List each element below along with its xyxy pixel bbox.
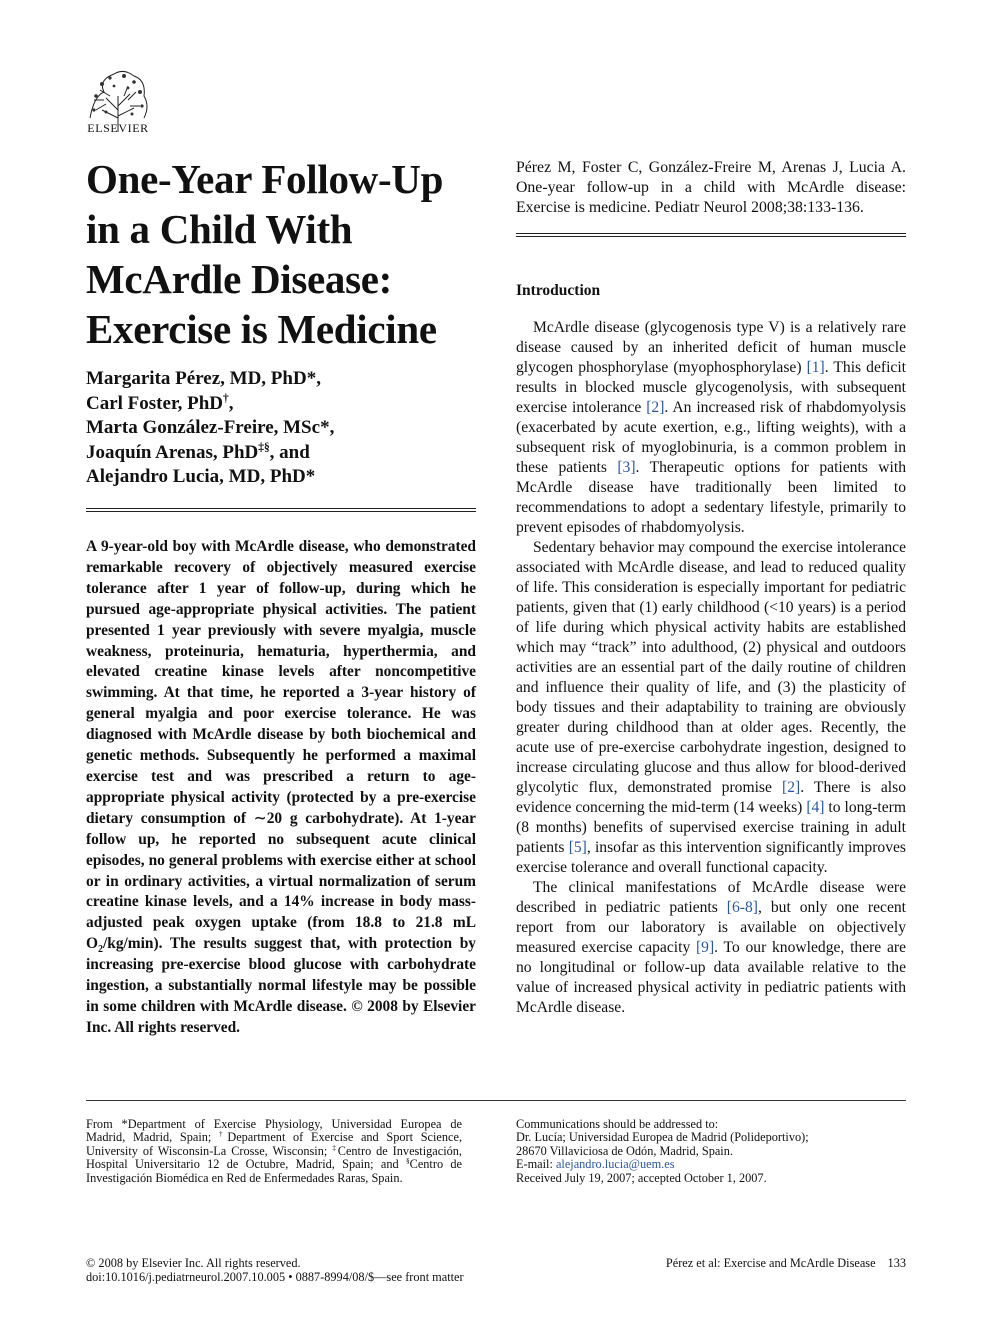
intro-paragraph: Sedentary behavior may compound the exercise intolerance associated with McArdle disease, and lead to reduced quality of life. This consideration is especially important for pediatric patients, given that (1) early childhood (<10 years) is a period of life during which physical activity habits are established which may “track” into adulthood, (2) physical and outdoors activities are an essential part of the daily routine of children and influence their quality of life, and (3) the plasticity of body tissues and their adaptability to training are obviously greater during childhood than at older ages. Recently, the acute use of pre-exercise carbohydrate ingestion, designed to increase circulating glucose and thus allow for blood-derived glycolytic flux, demonstrated promise [2]. There is also evidence concerning the mid-term (14 weeks) [4] to long-term (8 months) benefits of supervised exercise training in adult patients [5], insofar as this intervention significantly improves exercise tolerance and overall functional capacity.: [516, 539, 906, 876]
title-line: McArdle Disease:: [86, 256, 393, 302]
reference-link[interactable]: [6-8]: [726, 899, 758, 916]
reference-link[interactable]: [1]: [806, 359, 825, 376]
author: Marta González-Freire, MSc*,: [86, 417, 335, 438]
intro-paragraph: McArdle disease (glycogenosis type V) is a relatively rare disease caused by an inherited deficit of human muscle glycogen phosphorylase (myophosphorylase) [1]. This deficit results in blocked muscle glycogenolysis, with subsequent exercise intolerance [2]. An increased risk of rhabdomyolysis (exacerbated by acute exertion, e.g., lifting weights), with a subsequent risk of myoglobinuria, is a common problem in these patients [3]. Therapeutic options for patients with McArdle disease have traditionally been limited to recommendations to adopt a sedentary lifestyle, primarily to prevent episodes of rhabdomyolysis.: [516, 319, 906, 536]
correspondence-line: 28670 Villaviciosa de Odón, Madrid, Spain.: [516, 1143, 733, 1158]
author: Margarita Pérez, MD, PhD*,: [86, 368, 321, 389]
correspondence-line: Communications should be addressed to:: [516, 1117, 719, 1131]
citation-divider: [516, 233, 906, 237]
running-head: Pérez et al: Exercise and McArdle Disease: [665, 1256, 876, 1270]
introduction-body: [516, 318, 906, 1018]
correspondence-line: Dr. Lucía; Universidad Europea de Madrid (Polideportivo);: [516, 1130, 809, 1145]
correspondence: [516, 1118, 906, 1185]
reference-link[interactable]: [3]: [617, 459, 636, 476]
intro-paragraph: The clinical manifestations of McArdle disease were described in pediatric patients [6-8], but only one recent report from our laboratory is available on objectively measured exercise capacity [9]. To our knowledge, there are no longitudinal or follow-up data available relative to the value of increased physical activity in pediatric patients with McArdle disease.: [516, 879, 906, 1016]
elsevier-wordmark: ELSEVIER: [87, 121, 149, 135]
reference-link[interactable]: [4]: [806, 799, 825, 816]
author: Alejandro Lucia, MD, PhD*: [86, 466, 316, 487]
title-line: One-Year Follow-Up: [86, 156, 444, 202]
doi: doi:10.1016/j.pediatrneurol.2007.10.005 • 0887-8994/08/$—see front matter: [86, 1270, 464, 1284]
abstract-divider: [86, 508, 476, 512]
footer-right: [560, 1256, 906, 1271]
reference-link[interactable]: [2]: [782, 779, 801, 796]
received-dates: Received July 19, 2007; accepted October 1, 2007.: [516, 1170, 767, 1185]
title-line: Exercise is Medicine: [86, 306, 437, 352]
author-list: [86, 367, 506, 490]
abstract: A 9-year-old boy with McArdle disease, who demonstrated remarkable recovery of objectively measured exercise tolerance after 1 year of follow-up, during which he pursued age-appropriate physical activities. The patient presented 1 year previously with severe myalgia, muscle weakness, proteinuria, hematuria, hyperthermia, and elevated creatine kinase levels after noncompetitive swimming. At that time, he reported a 3-year history of general myalgia and poor exercise tolerance. He was diagnosed with McArdle disease by both biochemical and genetic methods. Subsequently he performed a maximal exercise test and was prescribed a return to age-appropriate physical activity (protected by a pre-exercise dietary consumption of ∼20 g carbohydrate). At 1-year follow up, he reported no subsequent acute clinical episodes, no general problems with exercise either at school or in ordinary activities, a virtual normalization of serum creatine kinase levels, and a 14% increase in body mass-adjusted peak oxygen uptake (from 18.8 to 21.8 mL $O_2/kg/\min$). The results suggest that, with protection by increasing pre-exercise blood glucose with carbohydrate ingestion, a substantially normal lifestyle may be possible in some children with McArdle disease. © 2008 by Elsevier Inc. All rights reserved.: [86, 538, 476, 1036]
footnote-divider: [86, 1100, 906, 1101]
reference-link[interactable]: [9]: [695, 939, 715, 956]
footer-left: [86, 1256, 464, 1284]
affiliations: From *Department of Exercise Physiology, Universidad Europea de Madrid, Madrid, Spain; †Department of Exercise and Sport Science, University of Wisconsin-La Crosse, Wisconsin; ‡Centro de Investigación, Hospital Universitario 12 de Octubre, Madrid, Spain; and §Centro de Investigación Biomédica en Red de Enfermedades Raras, Spain.: [86, 1117, 463, 1185]
page-number: 133: [887, 1256, 906, 1270]
email-link[interactable]: alejandro.lucia@uem.es: [555, 1157, 675, 1172]
author: Joaquín Arenas, PhD‡§, and: [86, 441, 310, 463]
title-line: in a Child With: [86, 206, 353, 252]
article-title: [86, 154, 506, 354]
author: Carl Foster, PhD†,: [86, 392, 234, 414]
copyright: © 2008 by Elsevier Inc. All rights reserved.: [86, 1256, 301, 1270]
section-heading: Introduction: [516, 282, 601, 299]
email-line: E-mail: alejandro.lucia@uem.es: [516, 1157, 675, 1172]
reference-link[interactable]: [5]: [568, 839, 587, 856]
reference-link[interactable]: [2]: [646, 399, 665, 416]
citation: Pérez M, Foster C, González-Freire M, Arenas J, Lucia A. One-year follow-up in a child with McArdle disease: Exercise is medicine. Pediatr Neurol 2008;38:133-136.: [516, 159, 906, 216]
